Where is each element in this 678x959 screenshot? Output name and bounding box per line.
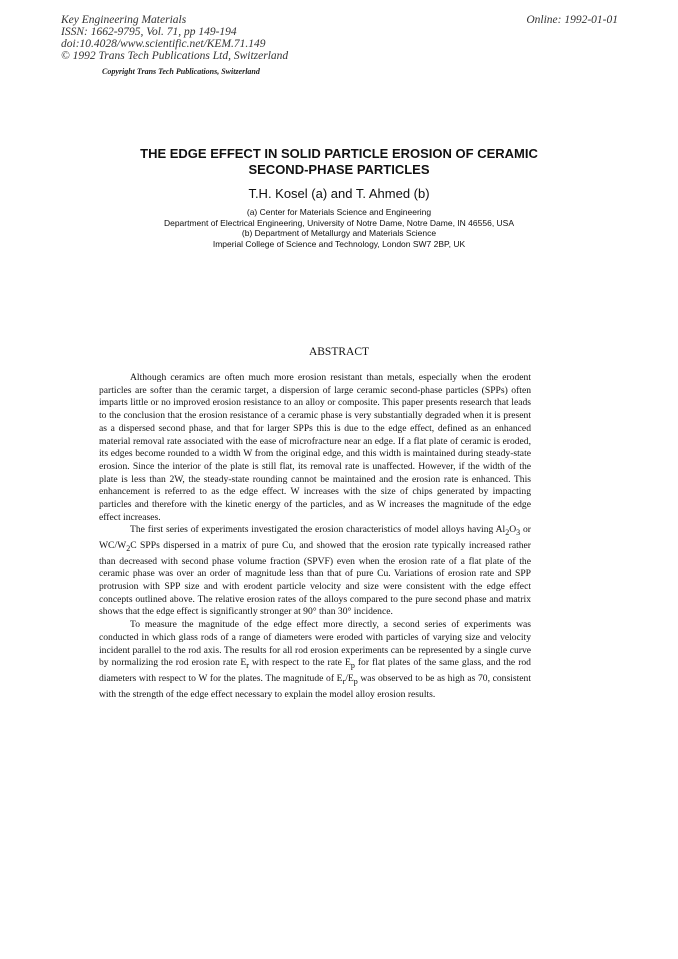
affiliation-a-dept: Department of Electrical Engineering, University of Notre Dame, Notre Dame, IN 46556, USA — [163, 217, 515, 228]
journal-doi: doi:10.4028/www.scientific.net/KEM.71.149 — [61, 38, 266, 50]
title-line-2: SECOND-PHASE PARTICLES — [248, 162, 430, 177]
authors: T.H. Kosel (a) and T. Ahmed (b) — [248, 186, 430, 201]
journal-issn: ISSN: 1662-9795, Vol. 71, pp 149-194 — [61, 26, 237, 38]
abstract-paragraph: To measure the magnitude of the edge effect more directly, a second series of experiments was conducted in which glass rods of a range of diameters were eroded with particles of varying size and velocity incident parallel to the rod axis. The results for all rod erosion experiments can be represented by a single curve by normalizing the rod erosion rate $E_r$ with respect to the rate $E_p$ for flat plates of the same glass, and the rod diameters with respect to W for the plates. The magnitude of $E_r/E_p$ was observed to be as high as 70, consistent with the strength of the edge effect necessary to explain the model alloy erosion results. — [99, 619, 531, 700]
journal-copyright: © 1992 Trans Tech Publications Ltd, Switzerland — [61, 50, 289, 62]
affiliations — [0, 207, 678, 249]
online-date: Online: 1992-01-01 — [526, 14, 618, 26]
affiliation-b-inst: Imperial College of Science and Technology, London SW7 2BP, UK — [212, 238, 466, 249]
journal-header — [61, 14, 288, 62]
paper-title — [0, 146, 678, 178]
abstract-paragraph: The first series of experiments investigated the erosion characteristics of model alloys having $Al_2O_3$ or $WC/W_2C$ SPPs dispersed in a matrix of pure Cu, and showed that the erosion rate typically increased rather than decreased with second phase volume fraction (SPVF) even when the erosion rate of a flat plate of the ceramic phase was over an order of magnitude less than that of pure Cu. Variations of erosion rate and SPP protrusion with SPP size and with erodent particle velocity and size were consistent with the edge effect concepts outlined above. The relative erosion rates of the alloys compared to the pure second phase and matrix shows that the edge effect is significantly stronger at 90° than 30° incidence. — [99, 524, 532, 618]
abstract-heading: ABSTRACT — [308, 346, 370, 358]
affiliation-a: (a) Center for Materials Science and Engineering — [246, 207, 432, 217]
abstract-body — [99, 372, 531, 701]
affiliation-b: (b) Department of Metallurgy and Materials Science — [241, 228, 437, 238]
abstract-paragraph: Although ceramics are often much more erosion resistant than metals, especially when the erodent particles are softer than the ceramic target, a dispersion of large ceramic second-phase particles (SPPs) often imparts little or no improved erosion resistance to an alloy or composite. This paper presents research that leads to the conclusion that the erosion resistance of a ceramic phase is very substantially degraded when it is present as a dispersed second phase, and that for larger SPPs this is due to the edge effect, defined as an enhanced material removal rate associated with the ease of microfracture near an edge. If a flat plate of ceramic is eroded, its edges become rounded to a width W from the original edge, and this width is maintained during steady-state erosion. Since the interior of the plate is still flat, its removal rate is unaffected. However, if the width of the plate is less than 2W, the steady-state rounding cannot be maintained and the erosion rate is enhanced. This enhancement is referred to as the edge effect. W increases with the size of chips generated by impacting particles and therefore with the kinetic energy of the particles, and as W increases the magnitude of the edge effect increases. — [99, 372, 531, 523]
journal-name: Key Engineering Materials — [61, 14, 187, 26]
title-line-1: THE EDGE EFFECT IN SOLID PARTICLE EROSION OF CERAMIC — [140, 146, 538, 161]
publisher-copyright: Copyright Trans Tech Publications, Switzerland — [102, 67, 260, 76]
